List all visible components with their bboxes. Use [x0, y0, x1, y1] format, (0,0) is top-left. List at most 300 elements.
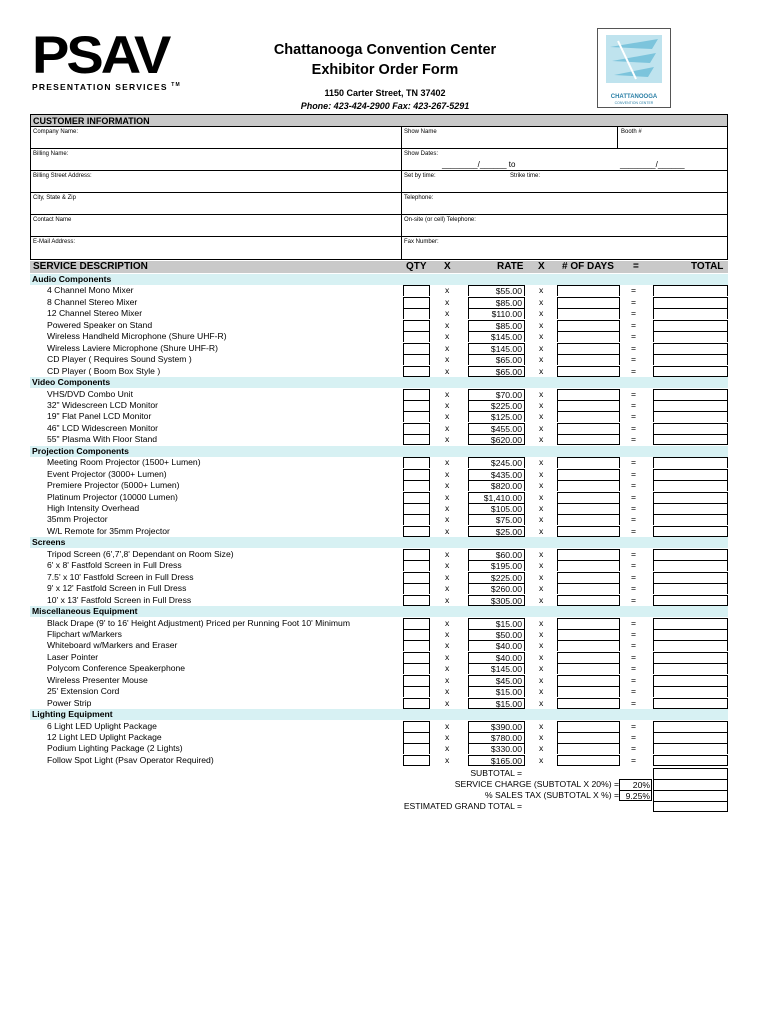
times-mark: x: [445, 422, 450, 433]
rate-value: $110.00: [468, 308, 525, 319]
qty-input[interactable]: [403, 366, 430, 377]
service-item-row: [0, 595, 770, 606]
category-row: [0, 377, 770, 388]
grand-total-field[interactable]: [653, 801, 728, 812]
times-mark: x: [539, 743, 544, 754]
service-item-row: [0, 755, 770, 766]
rate-value: $45.00: [468, 675, 525, 686]
times-mark: x: [445, 674, 450, 685]
billing-name-field[interactable]: [31, 149, 402, 170]
equals-mark: =: [631, 399, 637, 410]
days-input[interactable]: [557, 686, 620, 697]
times-mark: x: [539, 560, 544, 571]
total-field[interactable]: [653, 457, 728, 468]
rate-value: $245.00: [468, 457, 525, 468]
service-table-header: [30, 261, 728, 273]
days-input[interactable]: [557, 755, 620, 766]
total-field[interactable]: [653, 732, 728, 743]
total-field[interactable]: [653, 366, 728, 377]
total-field[interactable]: [653, 572, 728, 583]
rate-value: $225.00: [468, 572, 525, 583]
times-mark: x: [539, 468, 544, 479]
col-x1: X: [444, 261, 451, 272]
qty-input[interactable]: [403, 698, 430, 709]
total-field[interactable]: [653, 354, 728, 365]
times-mark: x: [445, 457, 450, 468]
rate-value: $40.00: [468, 652, 525, 663]
category-name: Audio Components: [32, 274, 112, 284]
service-item-label: Laser Pointer: [47, 651, 99, 662]
company-name-field[interactable]: [31, 127, 402, 148]
show-dates-end: ________/______: [620, 160, 685, 169]
rate-value: $455.00: [468, 423, 525, 434]
times-mark: x: [539, 640, 544, 651]
times-mark: x: [539, 754, 544, 765]
days-input[interactable]: [557, 434, 620, 445]
total-field[interactable]: [653, 560, 728, 571]
service-item-label: Platinum Projector (10000 Lumen): [47, 491, 178, 502]
sales-tax-field[interactable]: [653, 790, 728, 801]
service-item-row: [0, 297, 770, 308]
customer-row-email: [31, 237, 727, 259]
days-input[interactable]: [557, 297, 620, 308]
service-item-row: [0, 411, 770, 422]
qty-input[interactable]: [403, 640, 430, 651]
billing-street-field[interactable]: [31, 171, 402, 192]
times-mark: x: [539, 480, 544, 491]
venue-logo: [597, 28, 671, 108]
days-input[interactable]: [557, 469, 620, 480]
service-item-row: [0, 503, 770, 514]
equals-mark: =: [631, 285, 637, 296]
days-input[interactable]: [557, 721, 620, 732]
col-qty: QTY: [406, 261, 427, 272]
equals-mark: =: [631, 388, 637, 399]
days-input[interactable]: [557, 629, 620, 640]
times-mark: x: [539, 422, 544, 433]
contact-name-field[interactable]: [31, 215, 402, 236]
times-mark: x: [445, 491, 450, 502]
qty-input[interactable]: [403, 411, 430, 422]
total-field[interactable]: [653, 618, 728, 629]
telephone-label: Telephone:: [404, 195, 434, 201]
booth-divider: [617, 127, 618, 148]
qty-input[interactable]: [403, 618, 430, 629]
equals-mark: =: [631, 560, 637, 571]
customer-row-city: [31, 193, 727, 215]
days-input[interactable]: [557, 480, 620, 491]
qty-input[interactable]: [403, 308, 430, 319]
total-field[interactable]: [653, 514, 728, 525]
times-mark: x: [445, 480, 450, 491]
times-mark: x: [539, 365, 544, 376]
qty-input[interactable]: [403, 595, 430, 606]
days-input[interactable]: [557, 366, 620, 377]
total-field[interactable]: [653, 526, 728, 537]
rate-value: $260.00: [468, 583, 525, 594]
qty-input[interactable]: [403, 663, 430, 674]
service-item-row: [0, 629, 770, 640]
total-field[interactable]: [653, 285, 728, 296]
col-service-description: SERVICE DESCRIPTION: [33, 261, 148, 272]
times-mark: x: [539, 331, 544, 342]
total-field[interactable]: [653, 320, 728, 331]
service-item-row: [0, 618, 770, 629]
equals-mark: =: [631, 548, 637, 559]
times-mark: x: [539, 732, 544, 742]
days-input[interactable]: [557, 572, 620, 583]
total-field[interactable]: [653, 492, 728, 503]
qty-input[interactable]: [403, 320, 430, 331]
times-mark: x: [445, 594, 450, 605]
service-charge-field[interactable]: [653, 779, 728, 790]
subtotal-label: SUBTOTAL =: [470, 768, 522, 778]
total-field[interactable]: [653, 503, 728, 514]
service-item-row: [0, 583, 770, 594]
service-item-label: 55" Plasma With Floor Stand: [47, 434, 158, 445]
equals-mark: =: [631, 594, 637, 605]
equals-mark: =: [631, 628, 637, 639]
times-mark: x: [445, 399, 450, 410]
total-field[interactable]: [653, 434, 728, 445]
fax-field[interactable]: [402, 237, 727, 259]
sales-tax-pct: 9.25%: [619, 790, 652, 801]
service-item-row: [0, 308, 770, 319]
days-input[interactable]: [557, 698, 620, 709]
qty-input[interactable]: [403, 526, 430, 537]
service-item-label: Meeting Room Projector (1500+ Lumen): [47, 457, 201, 468]
service-item-label: 6 Light LED Uplight Package: [47, 720, 157, 731]
total-field[interactable]: [653, 743, 728, 754]
days-input[interactable]: [557, 618, 620, 629]
total-field[interactable]: [653, 629, 728, 640]
rate-value: $105.00: [468, 503, 525, 514]
rate-value: $390.00: [468, 721, 525, 732]
times-mark: x: [445, 525, 450, 536]
total-field[interactable]: [653, 343, 728, 354]
total-field[interactable]: [653, 480, 728, 491]
total-field[interactable]: [653, 583, 728, 594]
days-input[interactable]: [557, 675, 620, 686]
service-item-row: [0, 572, 770, 583]
times-mark: x: [445, 388, 450, 399]
service-item-row: [0, 492, 770, 503]
category-row: [0, 709, 770, 720]
qty-input[interactable]: [403, 492, 430, 503]
grand-total-row: [0, 801, 770, 812]
col-eq: =: [633, 261, 639, 272]
service-item-label: Wireless Handheld Microphone (Shure UHF-R): [47, 331, 227, 342]
equals-mark: =: [631, 411, 637, 422]
times-mark: x: [445, 640, 450, 651]
total-field[interactable]: [653, 698, 728, 709]
times-mark: x: [539, 399, 544, 410]
equals-mark: =: [631, 319, 637, 330]
qty-input[interactable]: [403, 503, 430, 514]
service-item-row: [0, 285, 770, 296]
times-mark: x: [445, 697, 450, 708]
days-input[interactable]: [557, 457, 620, 468]
equals-mark: =: [631, 743, 637, 754]
rate-value: $225.00: [468, 400, 525, 411]
email-field[interactable]: [31, 237, 402, 259]
days-input[interactable]: [557, 423, 620, 434]
service-item-label: 7.5' x 10' Fastfold Screen in Full Dress: [47, 571, 194, 582]
city-state-zip-field[interactable]: [31, 193, 402, 214]
psav-logo: [32, 24, 181, 92]
days-input[interactable]: [557, 411, 620, 422]
rate-value: $305.00: [468, 595, 525, 606]
category-row: [0, 606, 770, 617]
days-input[interactable]: [557, 583, 620, 594]
days-input[interactable]: [557, 492, 620, 503]
qty-input[interactable]: [403, 675, 430, 686]
equals-mark: =: [631, 365, 637, 376]
service-item-row: [0, 366, 770, 377]
sales-tax-row: [0, 790, 770, 801]
category-name: Lighting Equipment: [32, 709, 113, 720]
subtotal-row: [0, 768, 770, 779]
qty-input[interactable]: [403, 549, 430, 560]
days-input[interactable]: [557, 285, 620, 296]
qty-input[interactable]: [403, 457, 430, 468]
category-name: Miscellaneous Equipment: [32, 606, 138, 617]
total-field[interactable]: [653, 721, 728, 732]
qty-input[interactable]: [403, 732, 430, 743]
times-mark: x: [445, 434, 450, 445]
total-field[interactable]: [653, 675, 728, 686]
times-mark: x: [539, 491, 544, 502]
rate-value: $25.00: [468, 526, 525, 537]
times-mark: x: [539, 434, 544, 445]
equals-mark: =: [631, 457, 637, 468]
customer-row-contact: [31, 215, 727, 237]
days-input[interactable]: [557, 320, 620, 331]
times-mark: x: [445, 732, 450, 742]
service-item-row: [0, 743, 770, 754]
qty-input[interactable]: [403, 354, 430, 365]
service-item-row: [0, 698, 770, 709]
logo-trademark: TM: [171, 82, 181, 88]
times-mark: x: [445, 571, 450, 582]
times-mark: x: [539, 319, 544, 330]
rate-value: $65.00: [468, 354, 525, 365]
days-input[interactable]: [557, 354, 620, 365]
days-input[interactable]: [557, 308, 620, 319]
total-field[interactable]: [653, 308, 728, 319]
days-input[interactable]: [557, 743, 620, 754]
customer-row-street: [31, 171, 727, 193]
times-mark: x: [445, 331, 450, 342]
total-field[interactable]: [653, 389, 728, 400]
service-item-label: 19" Flat Panel LCD Monitor: [47, 411, 152, 422]
days-input[interactable]: [557, 400, 620, 411]
qty-input[interactable]: [403, 572, 430, 583]
equals-mark: =: [631, 503, 637, 513]
set-strike-field[interactable]: [402, 171, 727, 192]
category-name: Projection Components: [32, 445, 129, 456]
service-item-row: [0, 560, 770, 571]
qty-input[interactable]: [403, 514, 430, 525]
times-mark: x: [539, 617, 544, 628]
days-input[interactable]: [557, 640, 620, 651]
qty-input[interactable]: [403, 721, 430, 732]
service-item-row: [0, 526, 770, 537]
service-item-label: 12 Light LED Uplight Package: [47, 732, 162, 742]
qty-input[interactable]: [403, 652, 430, 663]
days-input[interactable]: [557, 560, 620, 571]
col-x2: X: [538, 261, 545, 272]
times-mark: x: [445, 342, 450, 353]
set-by-time-label: Set by time:: [404, 173, 436, 179]
qty-input[interactable]: [403, 400, 430, 411]
qty-input[interactable]: [403, 560, 430, 571]
total-field[interactable]: [653, 595, 728, 606]
service-item-label: Wireless Presenter Mouse: [47, 674, 148, 685]
rate-value: $75.00: [468, 514, 525, 525]
total-field[interactable]: [653, 411, 728, 422]
times-mark: x: [445, 686, 450, 697]
service-item-label: VHS/DVD Combo Unit: [47, 388, 133, 399]
service-item-row: [0, 686, 770, 697]
total-field[interactable]: [653, 469, 728, 480]
rate-value: $165.00: [468, 755, 525, 766]
times-mark: x: [539, 308, 544, 319]
times-mark: x: [539, 525, 544, 536]
telephone-field[interactable]: [402, 193, 727, 214]
total-field[interactable]: [653, 331, 728, 342]
subtotal-field[interactable]: [653, 768, 728, 779]
days-input[interactable]: [557, 732, 620, 743]
service-item-label: Tripod Screen (6',7',8' Dependant on Room Size): [47, 548, 234, 559]
equals-mark: =: [631, 525, 637, 536]
onsite-phone-field[interactable]: [402, 215, 727, 236]
qty-input[interactable]: [403, 423, 430, 434]
service-item-label: 35mm Projector: [47, 514, 108, 525]
rate-value: $820.00: [468, 480, 525, 491]
qty-input[interactable]: [403, 629, 430, 640]
times-mark: x: [445, 468, 450, 479]
days-input[interactable]: [557, 514, 620, 525]
times-mark: x: [445, 285, 450, 296]
service-item-row: [0, 675, 770, 686]
total-field[interactable]: [653, 297, 728, 308]
booth-label: Booth #: [621, 129, 642, 135]
equals-mark: =: [631, 674, 637, 685]
rate-value: $145.00: [468, 331, 525, 342]
venue-logo-graphic: [606, 35, 662, 83]
logo-tagline-text: PRESENTATION SERVICES: [32, 82, 168, 92]
rate-value: $145.00: [468, 663, 525, 674]
strike-time-label: Strike time:: [510, 173, 541, 179]
qty-input[interactable]: [403, 434, 430, 445]
service-item-label: 6' x 8' Fastfold Screen in Full Dress: [47, 560, 182, 571]
customer-information-section: [30, 114, 728, 260]
service-item-row: [0, 457, 770, 468]
times-mark: x: [445, 514, 450, 525]
qty-input[interactable]: [403, 480, 430, 491]
service-item-row: [0, 514, 770, 525]
qty-input[interactable]: [403, 285, 430, 296]
qty-input[interactable]: [403, 297, 430, 308]
qty-input[interactable]: [403, 743, 430, 754]
service-item-label: 4 Channel Mono Mixer: [47, 285, 134, 296]
days-input[interactable]: [557, 343, 620, 354]
customer-information-heading: CUSTOMER INFORMATION: [31, 115, 727, 127]
qty-input[interactable]: [403, 755, 430, 766]
days-input[interactable]: [557, 652, 620, 663]
service-item-label: Power Strip: [47, 697, 92, 708]
times-mark: x: [445, 743, 450, 754]
col-total: TOTAL: [691, 261, 724, 272]
grand-total-label: ESTIMATED GRAND TOTAL =: [403, 801, 522, 811]
service-item-row: [0, 732, 770, 743]
form-title-block: [240, 40, 530, 111]
show-dates-field[interactable]: [402, 149, 727, 170]
total-field[interactable]: [653, 400, 728, 411]
equals-mark: =: [631, 663, 637, 674]
col-rate: RATE: [497, 261, 524, 272]
days-input[interactable]: [557, 389, 620, 400]
service-item-label: 10' x 13' Fastfold Screen in Full Dress: [47, 594, 192, 605]
days-input[interactable]: [557, 503, 620, 514]
equals-mark: =: [631, 434, 637, 445]
total-field[interactable]: [653, 549, 728, 560]
qty-input[interactable]: [403, 343, 430, 354]
times-mark: x: [539, 296, 544, 307]
times-mark: x: [445, 308, 450, 319]
days-input[interactable]: [557, 331, 620, 342]
times-mark: x: [539, 514, 544, 525]
service-item-label: Wireless Laviere Microphone (Shure UHF-R): [47, 342, 218, 353]
times-mark: x: [445, 754, 450, 765]
total-field[interactable]: [653, 686, 728, 697]
times-mark: x: [445, 628, 450, 639]
service-item-label: Polycom Conference Speakerphone: [47, 663, 186, 674]
days-input[interactable]: [557, 663, 620, 674]
total-field[interactable]: [653, 423, 728, 434]
service-charge-pct: 20%: [619, 779, 652, 790]
category-name: Video Components: [32, 377, 111, 388]
customer-row-company: [31, 127, 727, 149]
show-name-field[interactable]: [402, 127, 727, 148]
service-item-label: Premiere Projector (5000+ Lumen): [47, 480, 180, 491]
qty-input[interactable]: [403, 686, 430, 697]
qty-input[interactable]: [403, 389, 430, 400]
logo-wordmark: PSAV: [32, 24, 169, 85]
qty-input[interactable]: [403, 469, 430, 480]
equals-mark: =: [631, 651, 637, 662]
billing-name-label: Billing Name:: [33, 151, 69, 157]
rate-value: $40.00: [468, 640, 525, 651]
qty-input[interactable]: [403, 331, 430, 342]
category-row: [0, 446, 770, 457]
rate-value: $1,410.00: [468, 492, 525, 503]
total-field[interactable]: [653, 652, 728, 663]
total-field[interactable]: [653, 755, 728, 766]
category-row: [0, 537, 770, 548]
days-input[interactable]: [557, 526, 620, 537]
venue-logo-name: CHATTANOOGA: [610, 94, 658, 100]
equals-mark: =: [631, 331, 637, 342]
total-field[interactable]: [653, 640, 728, 651]
service-item-row: [0, 423, 770, 434]
qty-input[interactable]: [403, 583, 430, 594]
total-field[interactable]: [653, 663, 728, 674]
venue-logo-sub: CONVENTION CENTER: [614, 101, 654, 105]
days-input[interactable]: [557, 549, 620, 560]
days-input[interactable]: [557, 595, 620, 606]
